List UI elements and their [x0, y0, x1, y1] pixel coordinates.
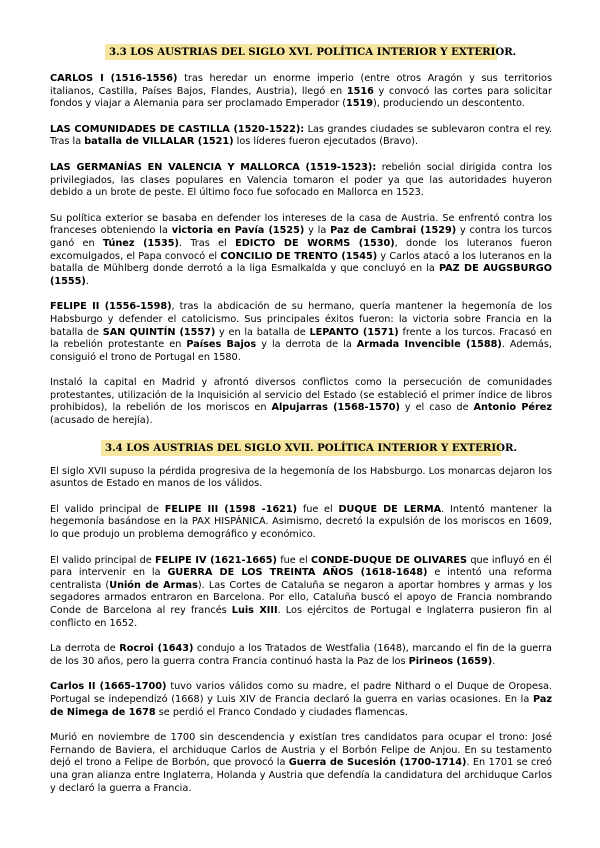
- bold-text: LAS COMUNIDADES DE CASTILLA (1520-1522):: [50, 123, 305, 135]
- text-span: y el caso de: [399, 402, 474, 414]
- bold-text: Luis XIII: [231, 605, 278, 616]
- text-span: se perdió el Franco Condado y ciudades flamencas.: [155, 706, 408, 718]
- bold-text: batalla de VILLALAR (1521): [84, 136, 234, 148]
- bold-text: CONCILIO DE TRENTO (1545): [220, 250, 378, 262]
- bold-text: victoria en Pavía (1525): [171, 225, 305, 237]
- text-span: . En 1701 se creó una gran alianza entre Inglaterra, Holanda y Austria que defendía la candidatura del archiduque Carlos y declaró la guerra a Francia.: [50, 757, 552, 794]
- text-span: El valido principal de: [50, 554, 156, 566]
- text-span: . Intentó mantener la hegemonía basándose en la PAX HISPÁNICA. Asimismo, decretó la expulsión de los moriscos en 1609, lo que produjo un problema demográfico y económico.: [50, 503, 553, 541]
- text-span: ). Las Cortes de Cataluña se negaron a aportar hombres y armas y los segadores armados entraron en Barcelona. Por ello, Cataluña buscó el apoyo de Francia nombrando Conde de Barcelona al rey francés: [50, 579, 552, 616]
- text-span: fue el: [297, 503, 339, 515]
- bold-text: CONDE-DUQUE DE OLIVARES: [310, 554, 468, 566]
- bold-text: LEPANTO (1571): [309, 326, 399, 338]
- bold-text: Armada Invencible (1588): [356, 339, 502, 351]
- text-span: .: [85, 275, 89, 287]
- bold-text: Rocroi (1643): [119, 643, 194, 655]
- bold-text: 1519: [346, 98, 374, 110]
- bold-text: 1516: [346, 85, 374, 97]
- bold-text: Pirineos (1659): [408, 655, 493, 667]
- text-span: y Carlos atacó a los luteranos en la batalla de Mühlberg donde derrotó a la liga Esmalkalda y que concluyó en la: [50, 250, 552, 275]
- paragraph-sucesion: [50, 732, 552, 795]
- text-span: . Además, consiguió el trono de Portugal en 1580.: [50, 339, 552, 363]
- paragraph-germanias: [50, 162, 552, 200]
- text-span: Su política exterior se basaba en defender los intereses de la casa de Austria. Se enfrentó contra los franceses obteniendo la: [50, 212, 552, 237]
- bold-text: PAZ DE AUGSBURGO (1555): [50, 263, 552, 287]
- bold-text: Guerra de Sucesión (1700-1714): [288, 757, 467, 769]
- section-heading-siglo-xvii: 3.4 LOS AUSTRIAS DEL SIGLO XVII. POLÍTICA INTERIOR Y EXTERIOR.: [101, 440, 501, 456]
- bold-text: LAS GERMANÍAS EN VALENCIA Y MALLORCA (1519-1523):: [50, 161, 377, 173]
- paragraph-madrid-capital: [50, 377, 552, 427]
- text-span: Instaló la capital en Madrid y afrontó diversos conflictos como la persecución de comunidades protestantes, utilización de la Inquisición al servicio del Estado (se estableció el primer índice de libros prohibidos), la rebelión de los moriscos en: [50, 377, 552, 414]
- paragraph-carlos-ii: [50, 681, 552, 719]
- text-span: La derrota de: [50, 643, 120, 655]
- bold-text: GUERRA DE LOS TREINTA AÑOS (1618-1648): [167, 567, 428, 579]
- text-span: los líderes fueron ejecutados (Bravo).: [233, 136, 419, 148]
- paragraph-politica-exterior: [50, 213, 552, 289]
- bold-text: Carlos II (1665-1700): [50, 681, 167, 693]
- bold-text: DUQUE DE LERMA: [338, 503, 442, 515]
- paragraph-felipe-iv: [50, 555, 552, 631]
- text-span: y en la batalla de: [215, 326, 310, 338]
- text-span: , tras la abdicación de su hermano, quería mantener la hegemonía de los Habsburgo y defender el catolicismo. Sus principales éxitos fueron: la victoria sobre Francia en la batalla de: [50, 301, 552, 338]
- bold-text: Túnez (1535): [102, 237, 179, 249]
- paragraph-felipe-ii: [50, 301, 552, 364]
- text-span: , donde los luteranos fueron excomulgados, el Papa convocó el: [50, 237, 552, 262]
- text-span: tuvo varios válidos como su madre, el padre Nithard o el Duque de Oropesa. Portugal se independizó (1668) y Luis XIV de Francia declaró la guerra en varias ocasiones. En la: [50, 681, 553, 705]
- text-span: condujo a los Tratados de Westfalia (1648), marcando el fin de la guerra de los 30 años, pero la guerra contra Francia continuó hasta la Paz de los: [50, 643, 552, 667]
- text-span: ), produciendo un descontento.: [373, 98, 525, 110]
- text-span: y contra los turcos ganó en: [50, 225, 552, 249]
- bold-text: FELIPE II (1556-1598): [50, 301, 172, 313]
- bold-text: Paz de Nimega de 1678: [50, 693, 552, 718]
- text-span: y la: [304, 225, 331, 237]
- text-span: tras heredar un enorme imperio (entre otros Aragón y sus territorios italianos, Castilla, Países Bajos, Flandes, Austria), llegó en: [50, 73, 552, 97]
- text-span: e intentó una reforma centralista (: [50, 567, 553, 591]
- text-span: Murió en noviembre de 1700 sin descendencia y existían tres candidatos para ocupar el trono: José Fernando de Baviera, el archiduque Carlos de Austria y el Borbón Felipe de Anjou. En su testamento dejó el trono a Felipe de Borbón, que provocó la: [50, 732, 552, 769]
- bold-text: FELIPE III (1598 -1621): [164, 503, 298, 515]
- bold-text: Países Bajos: [186, 339, 257, 351]
- paragraph-comunidades: [50, 124, 552, 149]
- text-span: y convocó las cortes para solicitar fondos y viajar a Alemania para ser proclamado Emperador (: [50, 85, 552, 110]
- paragraph-siglo-xvii-intro: El siglo XVII supuso la pérdida progresiva de la hegemonía de los Habsburgo. Los monarcas dejaron los asuntos de Estado en manos de los válidos.: [50, 465, 552, 490]
- bold-text: Unión de Armas: [109, 579, 198, 591]
- paragraph-carlos-i: [50, 73, 552, 111]
- paragraph-felipe-iii: [50, 504, 552, 542]
- bold-text: SAN QUINTÍN (1557): [102, 326, 216, 338]
- bold-text: CARLOS I (1516-1556): [50, 73, 178, 84]
- text-span: . Los ejércitos de Portugal e Inglaterra pusieron fin al conflicto en 1652.: [50, 605, 552, 629]
- text-span: (acusado de herejía).: [50, 415, 153, 427]
- text-span: rebelión social dirigida contra los privilegiados, las clases populares en Valencia tomaron el poder ya que las autoridades huyeron debido a un brote de peste. El último foco fue sofocado en Mallorca en 1523.: [50, 161, 552, 199]
- text-span: frente a los turcos. Fracasó en la rebelión protestante en: [50, 326, 552, 351]
- bold-text: Paz de Cambrai (1529): [330, 225, 457, 237]
- text-span: .: [492, 655, 496, 667]
- document-page: [50, 44, 552, 808]
- paragraph-rocroi: [50, 643, 552, 668]
- text-span: y la derrota de la: [256, 339, 357, 351]
- text-span: . Tras el: [178, 237, 236, 249]
- section-heading-siglo-xvi: 3.3 LOS AUSTRIAS DEL SIGLO XVI. POLÍTICA INTERIOR Y EXTERIOR.: [105, 44, 497, 60]
- text-span: Las grandes ciudades se sublevaron contra el rey. Tras la: [50, 123, 552, 148]
- text-span: que influyó en él para intervenir en la: [50, 554, 552, 579]
- bold-text: FELIPE IV (1621-1665): [155, 554, 277, 566]
- bold-text: EDICTO DE WORMS (1530): [235, 237, 395, 249]
- bold-text: Alpujarras (1568-1570): [271, 402, 400, 414]
- text-span: El valido principal de: [50, 503, 165, 515]
- bold-text: Antonio Pérez: [473, 402, 552, 414]
- text-span: fue el: [276, 554, 311, 566]
